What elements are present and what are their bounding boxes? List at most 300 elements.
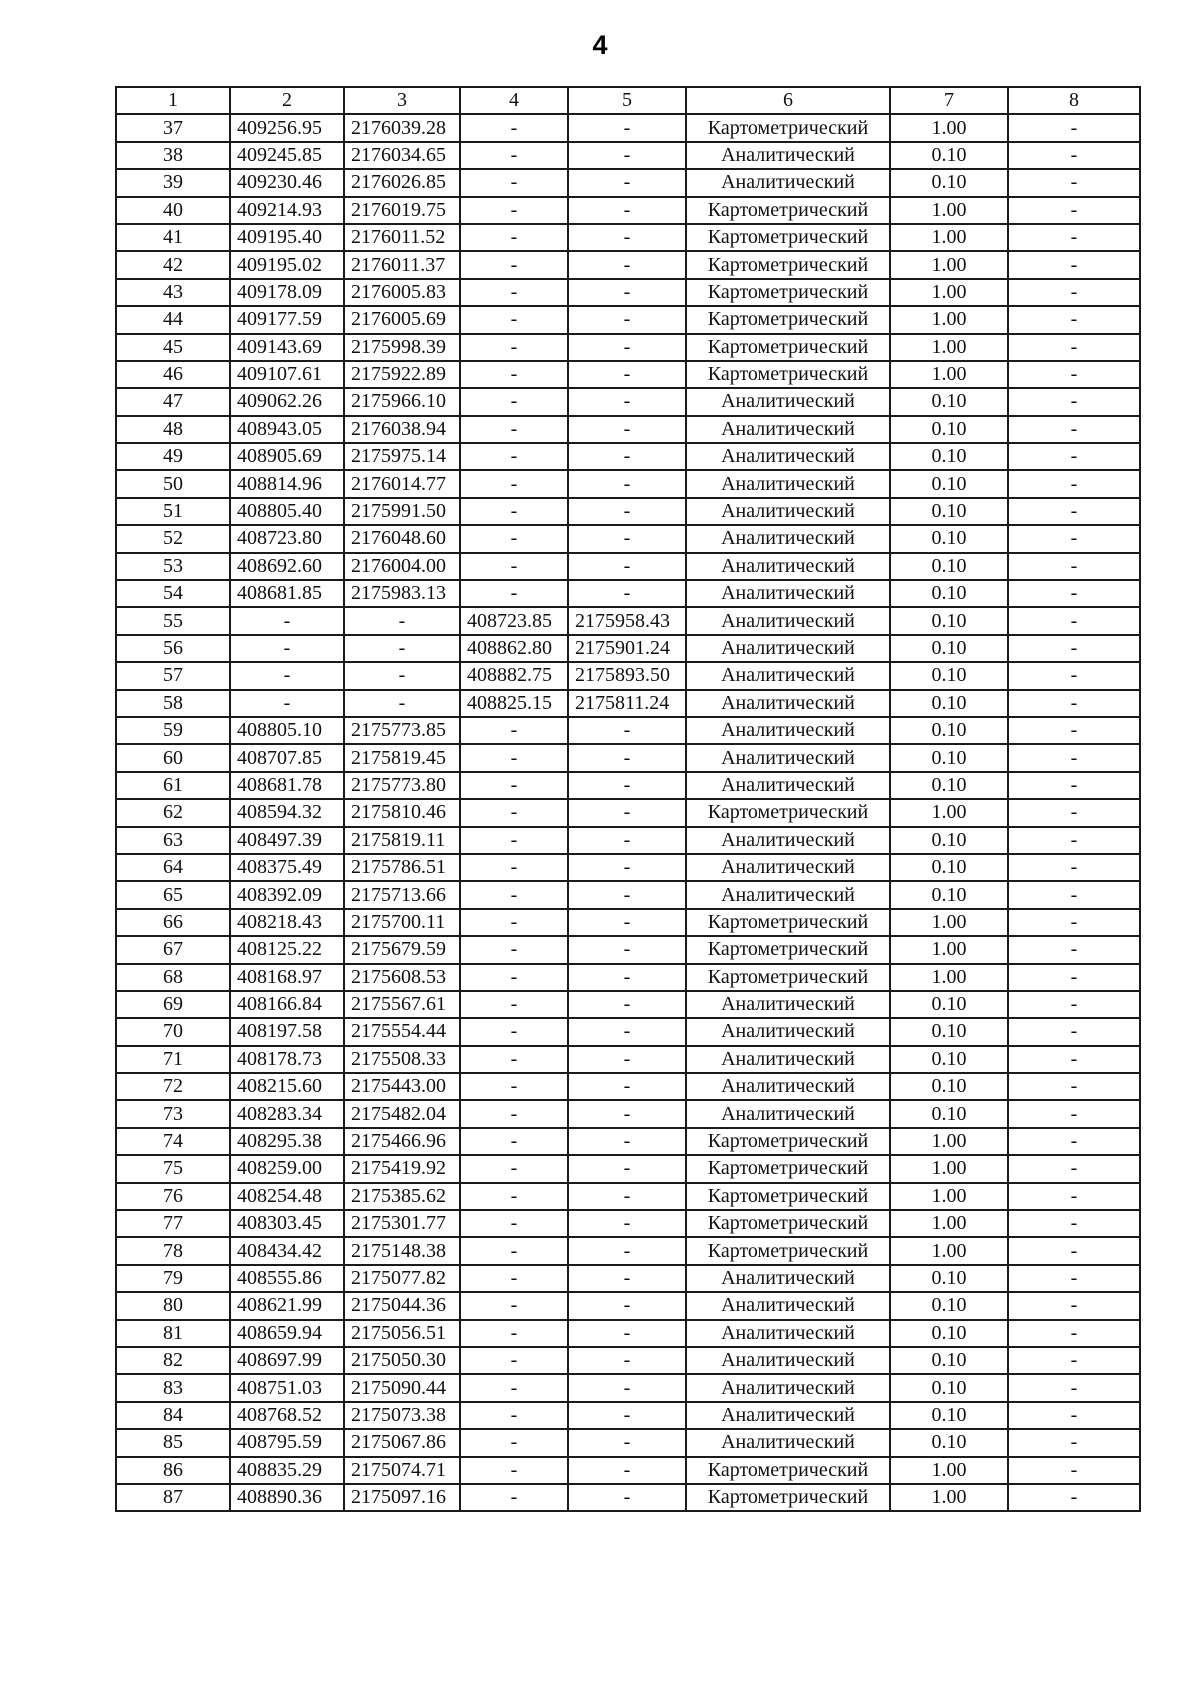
table-cell: -: [1008, 1484, 1140, 1511]
column-header: 6: [686, 87, 890, 114]
table-cell: 2175508.33: [344, 1046, 460, 1073]
table-cell: Картометрический: [686, 1457, 890, 1484]
table-cell: -: [460, 1292, 568, 1319]
table-cell: Картометрический: [686, 1155, 890, 1182]
table-cell: 408659.94: [230, 1320, 344, 1347]
table-cell: 53: [116, 553, 230, 580]
table-cell: Аналитический: [686, 1100, 890, 1127]
table-cell: -: [568, 224, 686, 251]
table-cell: 0.10: [890, 553, 1008, 580]
table-cell: -: [460, 799, 568, 826]
table-cell: -: [1008, 416, 1140, 443]
table-cell: 1.00: [890, 1183, 1008, 1210]
table-cell: 0.10: [890, 142, 1008, 169]
table-cell: 0.10: [890, 1347, 1008, 1374]
table-cell: Аналитический: [686, 1374, 890, 1401]
table-cell: 2175966.10: [344, 388, 460, 415]
table-cell: Картометрический: [686, 799, 890, 826]
table-cell: -: [568, 525, 686, 552]
table-cell: 409178.09: [230, 279, 344, 306]
coordinates-table: [115, 86, 1141, 1512]
table-cell: 2175554.44: [344, 1018, 460, 1045]
table-cell: Картометрический: [686, 964, 890, 991]
column-header: 3: [344, 87, 460, 114]
table-row: [116, 306, 1140, 333]
table-row: [116, 936, 1140, 963]
table-row: [116, 1128, 1140, 1155]
table-row: [116, 772, 1140, 799]
table-cell: 2175679.59: [344, 936, 460, 963]
table-cell: 84: [116, 1402, 230, 1429]
table-cell: -: [1008, 964, 1140, 991]
table-cell: 408303.45: [230, 1210, 344, 1237]
table-cell: 1.00: [890, 799, 1008, 826]
table-cell: -: [568, 827, 686, 854]
table-cell: Аналитический: [686, 744, 890, 771]
table-row: [116, 607, 1140, 634]
table-cell: 2175567.61: [344, 991, 460, 1018]
table-cell: -: [460, 1402, 568, 1429]
table-cell: 408814.96: [230, 470, 344, 497]
table-cell: -: [568, 1429, 686, 1456]
table-row: [116, 662, 1140, 689]
table-cell: 2175090.44: [344, 1374, 460, 1401]
table-cell: -: [460, 334, 568, 361]
table-cell: -: [230, 635, 344, 662]
table-cell: -: [568, 1128, 686, 1155]
table-cell: 87: [116, 1484, 230, 1511]
table-cell: Аналитический: [686, 854, 890, 881]
table-cell: 76: [116, 1183, 230, 1210]
table-cell: Аналитический: [686, 991, 890, 1018]
table-cell: 409256.95: [230, 114, 344, 141]
table-cell: Аналитический: [686, 717, 890, 744]
table-cell: -: [460, 1128, 568, 1155]
table-cell: -: [1008, 1073, 1140, 1100]
table-cell: -: [1008, 306, 1140, 333]
table-cell: -: [1008, 553, 1140, 580]
table-cell: -: [1008, 1100, 1140, 1127]
table-cell: -: [460, 1183, 568, 1210]
table-cell: 1.00: [890, 114, 1008, 141]
table-row: [116, 854, 1140, 881]
table-cell: 65: [116, 881, 230, 908]
table-cell: 409107.61: [230, 361, 344, 388]
table-row: [116, 1484, 1140, 1511]
table-cell: 0.10: [890, 690, 1008, 717]
table-cell: Аналитический: [686, 580, 890, 607]
table-cell: 0.10: [890, 1018, 1008, 1045]
table-cell: 2176005.69: [344, 306, 460, 333]
table-cell: Аналитический: [686, 827, 890, 854]
table-cell: 1.00: [890, 306, 1008, 333]
table-cell: 408166.84: [230, 991, 344, 1018]
table-cell: Картометрический: [686, 224, 890, 251]
table-cell: 44: [116, 306, 230, 333]
table-cell: 408681.85: [230, 580, 344, 607]
table-cell: -: [568, 1374, 686, 1401]
table-cell: -: [1008, 1265, 1140, 1292]
table-cell: -: [1008, 1018, 1140, 1045]
table-cell: -: [460, 744, 568, 771]
table-cell: 0.10: [890, 443, 1008, 470]
table-cell: -: [460, 470, 568, 497]
table-cell: -: [1008, 525, 1140, 552]
table-cell: -: [568, 991, 686, 1018]
table-cell: -: [460, 525, 568, 552]
table-cell: -: [460, 772, 568, 799]
table-cell: 43: [116, 279, 230, 306]
table-row: [116, 553, 1140, 580]
table-cell: 408215.60: [230, 1073, 344, 1100]
table-row: [116, 388, 1140, 415]
table-cell: Картометрический: [686, 251, 890, 278]
table-cell: -: [1008, 1320, 1140, 1347]
table-cell: 0.10: [890, 717, 1008, 744]
table-cell: -: [568, 580, 686, 607]
table-cell: Аналитический: [686, 388, 890, 415]
table-row: [116, 1457, 1140, 1484]
table-cell: -: [1008, 388, 1140, 415]
table-cell: 0.10: [890, 1429, 1008, 1456]
table-cell: 0.10: [890, 1320, 1008, 1347]
table-row: [116, 443, 1140, 470]
table-cell: Аналитический: [686, 1018, 890, 1045]
table-cell: -: [1008, 936, 1140, 963]
table-cell: Картометрический: [686, 1128, 890, 1155]
table-row: [116, 142, 1140, 169]
table-cell: 60: [116, 744, 230, 771]
table-cell: 82: [116, 1347, 230, 1374]
table-cell: 2175773.85: [344, 717, 460, 744]
table-cell: 408254.48: [230, 1183, 344, 1210]
table-cell: -: [460, 717, 568, 744]
table-cell: 1.00: [890, 1457, 1008, 1484]
table-cell: Картометрический: [686, 936, 890, 963]
table-cell: 2176048.60: [344, 525, 460, 552]
table-cell: -: [1008, 197, 1140, 224]
table-row: [116, 635, 1140, 662]
table-row: [116, 498, 1140, 525]
table-cell: -: [460, 1484, 568, 1511]
table-cell: 49: [116, 443, 230, 470]
table-cell: 408497.39: [230, 827, 344, 854]
table-row: [116, 717, 1140, 744]
table-cell: 1.00: [890, 964, 1008, 991]
table-cell: Картометрический: [686, 1210, 890, 1237]
table-cell: 2175958.43: [568, 607, 686, 634]
table-cell: 408825.15: [460, 690, 568, 717]
table-cell: -: [568, 1402, 686, 1429]
table-cell: 1.00: [890, 197, 1008, 224]
table-cell: -: [1008, 169, 1140, 196]
table-cell: -: [568, 1100, 686, 1127]
table-cell: 409230.46: [230, 169, 344, 196]
table-row: [116, 1237, 1140, 1264]
table-cell: -: [1008, 1155, 1140, 1182]
table-cell: -: [1008, 1183, 1140, 1210]
table-cell: 408168.97: [230, 964, 344, 991]
table-cell: -: [568, 197, 686, 224]
table-cell: 52: [116, 525, 230, 552]
table-cell: 408594.32: [230, 799, 344, 826]
table-cell: Аналитический: [686, 1046, 890, 1073]
table-cell: 66: [116, 909, 230, 936]
table-cell: 0.10: [890, 1402, 1008, 1429]
table-cell: 0.10: [890, 388, 1008, 415]
table-cell: 409143.69: [230, 334, 344, 361]
table-row: [116, 1183, 1140, 1210]
table-cell: 2175700.11: [344, 909, 460, 936]
table-cell: -: [1008, 662, 1140, 689]
table-cell: 408218.43: [230, 909, 344, 936]
table-cell: 408943.05: [230, 416, 344, 443]
table-cell: -: [1008, 443, 1140, 470]
table-row: [116, 224, 1140, 251]
table-cell: 408751.03: [230, 1374, 344, 1401]
table-cell: -: [568, 470, 686, 497]
table-cell: 59: [116, 717, 230, 744]
table-cell: 408681.78: [230, 772, 344, 799]
table-cell: 2176038.94: [344, 416, 460, 443]
table-cell: 75: [116, 1155, 230, 1182]
table-cell: 0.10: [890, 1046, 1008, 1073]
table-cell: 80: [116, 1292, 230, 1319]
table-cell: 2175608.53: [344, 964, 460, 991]
table-cell: Аналитический: [686, 607, 890, 634]
table-cell: 2175810.46: [344, 799, 460, 826]
table-cell: -: [460, 279, 568, 306]
table-cell: -: [1008, 142, 1140, 169]
table-row: [116, 334, 1140, 361]
table-cell: -: [1008, 1237, 1140, 1264]
table-cell: -: [568, 1484, 686, 1511]
table-cell: 2175050.30: [344, 1347, 460, 1374]
table-row: [116, 251, 1140, 278]
table-cell: 1.00: [890, 936, 1008, 963]
table-cell: 1.00: [890, 1210, 1008, 1237]
table-cell: Аналитический: [686, 662, 890, 689]
table-cell: 45: [116, 334, 230, 361]
table-cell: 0.10: [890, 607, 1008, 634]
table-cell: 1.00: [890, 909, 1008, 936]
table-cell: 2175385.62: [344, 1183, 460, 1210]
table-cell: -: [460, 1374, 568, 1401]
table-cell: 74: [116, 1128, 230, 1155]
table-cell: -: [460, 1347, 568, 1374]
table-cell: 2175893.50: [568, 662, 686, 689]
table-cell: -: [460, 361, 568, 388]
table-cell: -: [460, 553, 568, 580]
table-cell: 77: [116, 1210, 230, 1237]
table-cell: Картометрический: [686, 279, 890, 306]
table-cell: -: [460, 306, 568, 333]
table-cell: 408805.40: [230, 498, 344, 525]
table-cell: -: [1008, 1347, 1140, 1374]
table-cell: 83: [116, 1374, 230, 1401]
table-cell: 0.10: [890, 416, 1008, 443]
table-cell: Аналитический: [686, 1429, 890, 1456]
table-cell: 408890.36: [230, 1484, 344, 1511]
table-cell: Аналитический: [686, 772, 890, 799]
table-cell: Аналитический: [686, 1347, 890, 1374]
table-cell: Аналитический: [686, 525, 890, 552]
table-cell: Аналитический: [686, 1320, 890, 1347]
table-cell: -: [460, 443, 568, 470]
table-cell: -: [1008, 1210, 1140, 1237]
table-cell: 2175097.16: [344, 1484, 460, 1511]
table-cell: -: [460, 197, 568, 224]
table-cell: 2175148.38: [344, 1237, 460, 1264]
table-cell: Картометрический: [686, 1237, 890, 1264]
table-cell: 39: [116, 169, 230, 196]
table-cell: 2176019.75: [344, 197, 460, 224]
table-cell: 2176034.65: [344, 142, 460, 169]
table-cell: 2175975.14: [344, 443, 460, 470]
table-cell: -: [568, 1265, 686, 1292]
table-cell: -: [344, 690, 460, 717]
table-row: [116, 525, 1140, 552]
table-row: [116, 1155, 1140, 1182]
column-header: 8: [1008, 87, 1140, 114]
table-cell: Картометрический: [686, 306, 890, 333]
table-cell: -: [568, 799, 686, 826]
table-row: [116, 361, 1140, 388]
table-row: [116, 1402, 1140, 1429]
table-cell: 78: [116, 1237, 230, 1264]
table-cell: -: [568, 1155, 686, 1182]
table-cell: Картометрический: [686, 197, 890, 224]
table-cell: 2175482.04: [344, 1100, 460, 1127]
table-cell: -: [460, 827, 568, 854]
table-cell: -: [568, 306, 686, 333]
table-cell: 57: [116, 662, 230, 689]
table-cell: Картометрический: [686, 334, 890, 361]
table-cell: Аналитический: [686, 1073, 890, 1100]
table-cell: -: [568, 279, 686, 306]
table-cell: 1.00: [890, 251, 1008, 278]
table-cell: 2176004.00: [344, 553, 460, 580]
table-cell: 2176011.37: [344, 251, 460, 278]
table-cell: 0.10: [890, 1100, 1008, 1127]
table-cell: -: [1008, 498, 1140, 525]
table-cell: 408707.85: [230, 744, 344, 771]
table-row: [116, 1374, 1140, 1401]
table-cell: 2175067.86: [344, 1429, 460, 1456]
table-cell: 408723.80: [230, 525, 344, 552]
page-number: 4: [592, 30, 608, 60]
table-cell: -: [568, 361, 686, 388]
table-cell: -: [460, 251, 568, 278]
column-header: 5: [568, 87, 686, 114]
table-cell: 71: [116, 1046, 230, 1073]
table-cell: -: [1008, 470, 1140, 497]
table-cell: -: [344, 662, 460, 689]
table-cell: 61: [116, 772, 230, 799]
table-row: [116, 416, 1140, 443]
table-cell: Картометрический: [686, 909, 890, 936]
table-cell: Картометрический: [686, 1484, 890, 1511]
table-cell: Картометрический: [686, 361, 890, 388]
table-cell: 408283.34: [230, 1100, 344, 1127]
table-cell: -: [568, 1210, 686, 1237]
table-cell: -: [1008, 1128, 1140, 1155]
table-cell: 64: [116, 854, 230, 881]
table-cell: 408392.09: [230, 881, 344, 908]
table-cell: 56: [116, 635, 230, 662]
table-cell: 2175073.38: [344, 1402, 460, 1429]
table-cell: 408125.22: [230, 936, 344, 963]
table-cell: -: [1008, 1457, 1140, 1484]
table-cell: 79: [116, 1265, 230, 1292]
table-cell: Картометрический: [686, 1183, 890, 1210]
table-cell: -: [230, 662, 344, 689]
table-cell: -: [1008, 799, 1140, 826]
table-cell: -: [568, 936, 686, 963]
table-cell: -: [568, 1183, 686, 1210]
table-cell: 50: [116, 470, 230, 497]
table-cell: -: [1008, 690, 1140, 717]
table-cell: -: [460, 1100, 568, 1127]
table-cell: -: [568, 1237, 686, 1264]
table-cell: 2175819.45: [344, 744, 460, 771]
table-cell: -: [460, 1073, 568, 1100]
table-cell: 409195.02: [230, 251, 344, 278]
table-cell: -: [460, 909, 568, 936]
table-cell: 1.00: [890, 334, 1008, 361]
table-cell: -: [568, 854, 686, 881]
table-cell: -: [460, 416, 568, 443]
table-cell: 2175443.00: [344, 1073, 460, 1100]
table-cell: -: [460, 964, 568, 991]
table-cell: 2175983.13: [344, 580, 460, 607]
table-cell: -: [568, 1457, 686, 1484]
table-cell: 42: [116, 251, 230, 278]
table-cell: 62: [116, 799, 230, 826]
table-cell: 1.00: [890, 361, 1008, 388]
table-cell: 0.10: [890, 635, 1008, 662]
table-cell: -: [230, 690, 344, 717]
table-cell: 69: [116, 991, 230, 1018]
table-cell: 408835.29: [230, 1457, 344, 1484]
table-cell: -: [344, 635, 460, 662]
table-cell: 55: [116, 607, 230, 634]
table-cell: 0.10: [890, 580, 1008, 607]
table-row: [116, 799, 1140, 826]
table-row: [116, 1018, 1140, 1045]
table-cell: 0.10: [890, 169, 1008, 196]
table-row: [116, 169, 1140, 196]
table-row: [116, 1073, 1140, 1100]
table-cell: -: [1008, 580, 1140, 607]
table-cell: 72: [116, 1073, 230, 1100]
table-cell: -: [1008, 1046, 1140, 1073]
table-cell: -: [460, 854, 568, 881]
table-cell: -: [568, 881, 686, 908]
table-cell: -: [1008, 334, 1140, 361]
table-cell: -: [1008, 279, 1140, 306]
table-cell: -: [460, 114, 568, 141]
table-cell: Аналитический: [686, 443, 890, 470]
table-cell: Аналитический: [686, 635, 890, 662]
table-cell: -: [1008, 881, 1140, 908]
table-cell: -: [1008, 744, 1140, 771]
table-cell: -: [568, 416, 686, 443]
table-cell: 38: [116, 142, 230, 169]
table-cell: 408375.49: [230, 854, 344, 881]
table-cell: -: [460, 1046, 568, 1073]
table-cell: 408692.60: [230, 553, 344, 580]
